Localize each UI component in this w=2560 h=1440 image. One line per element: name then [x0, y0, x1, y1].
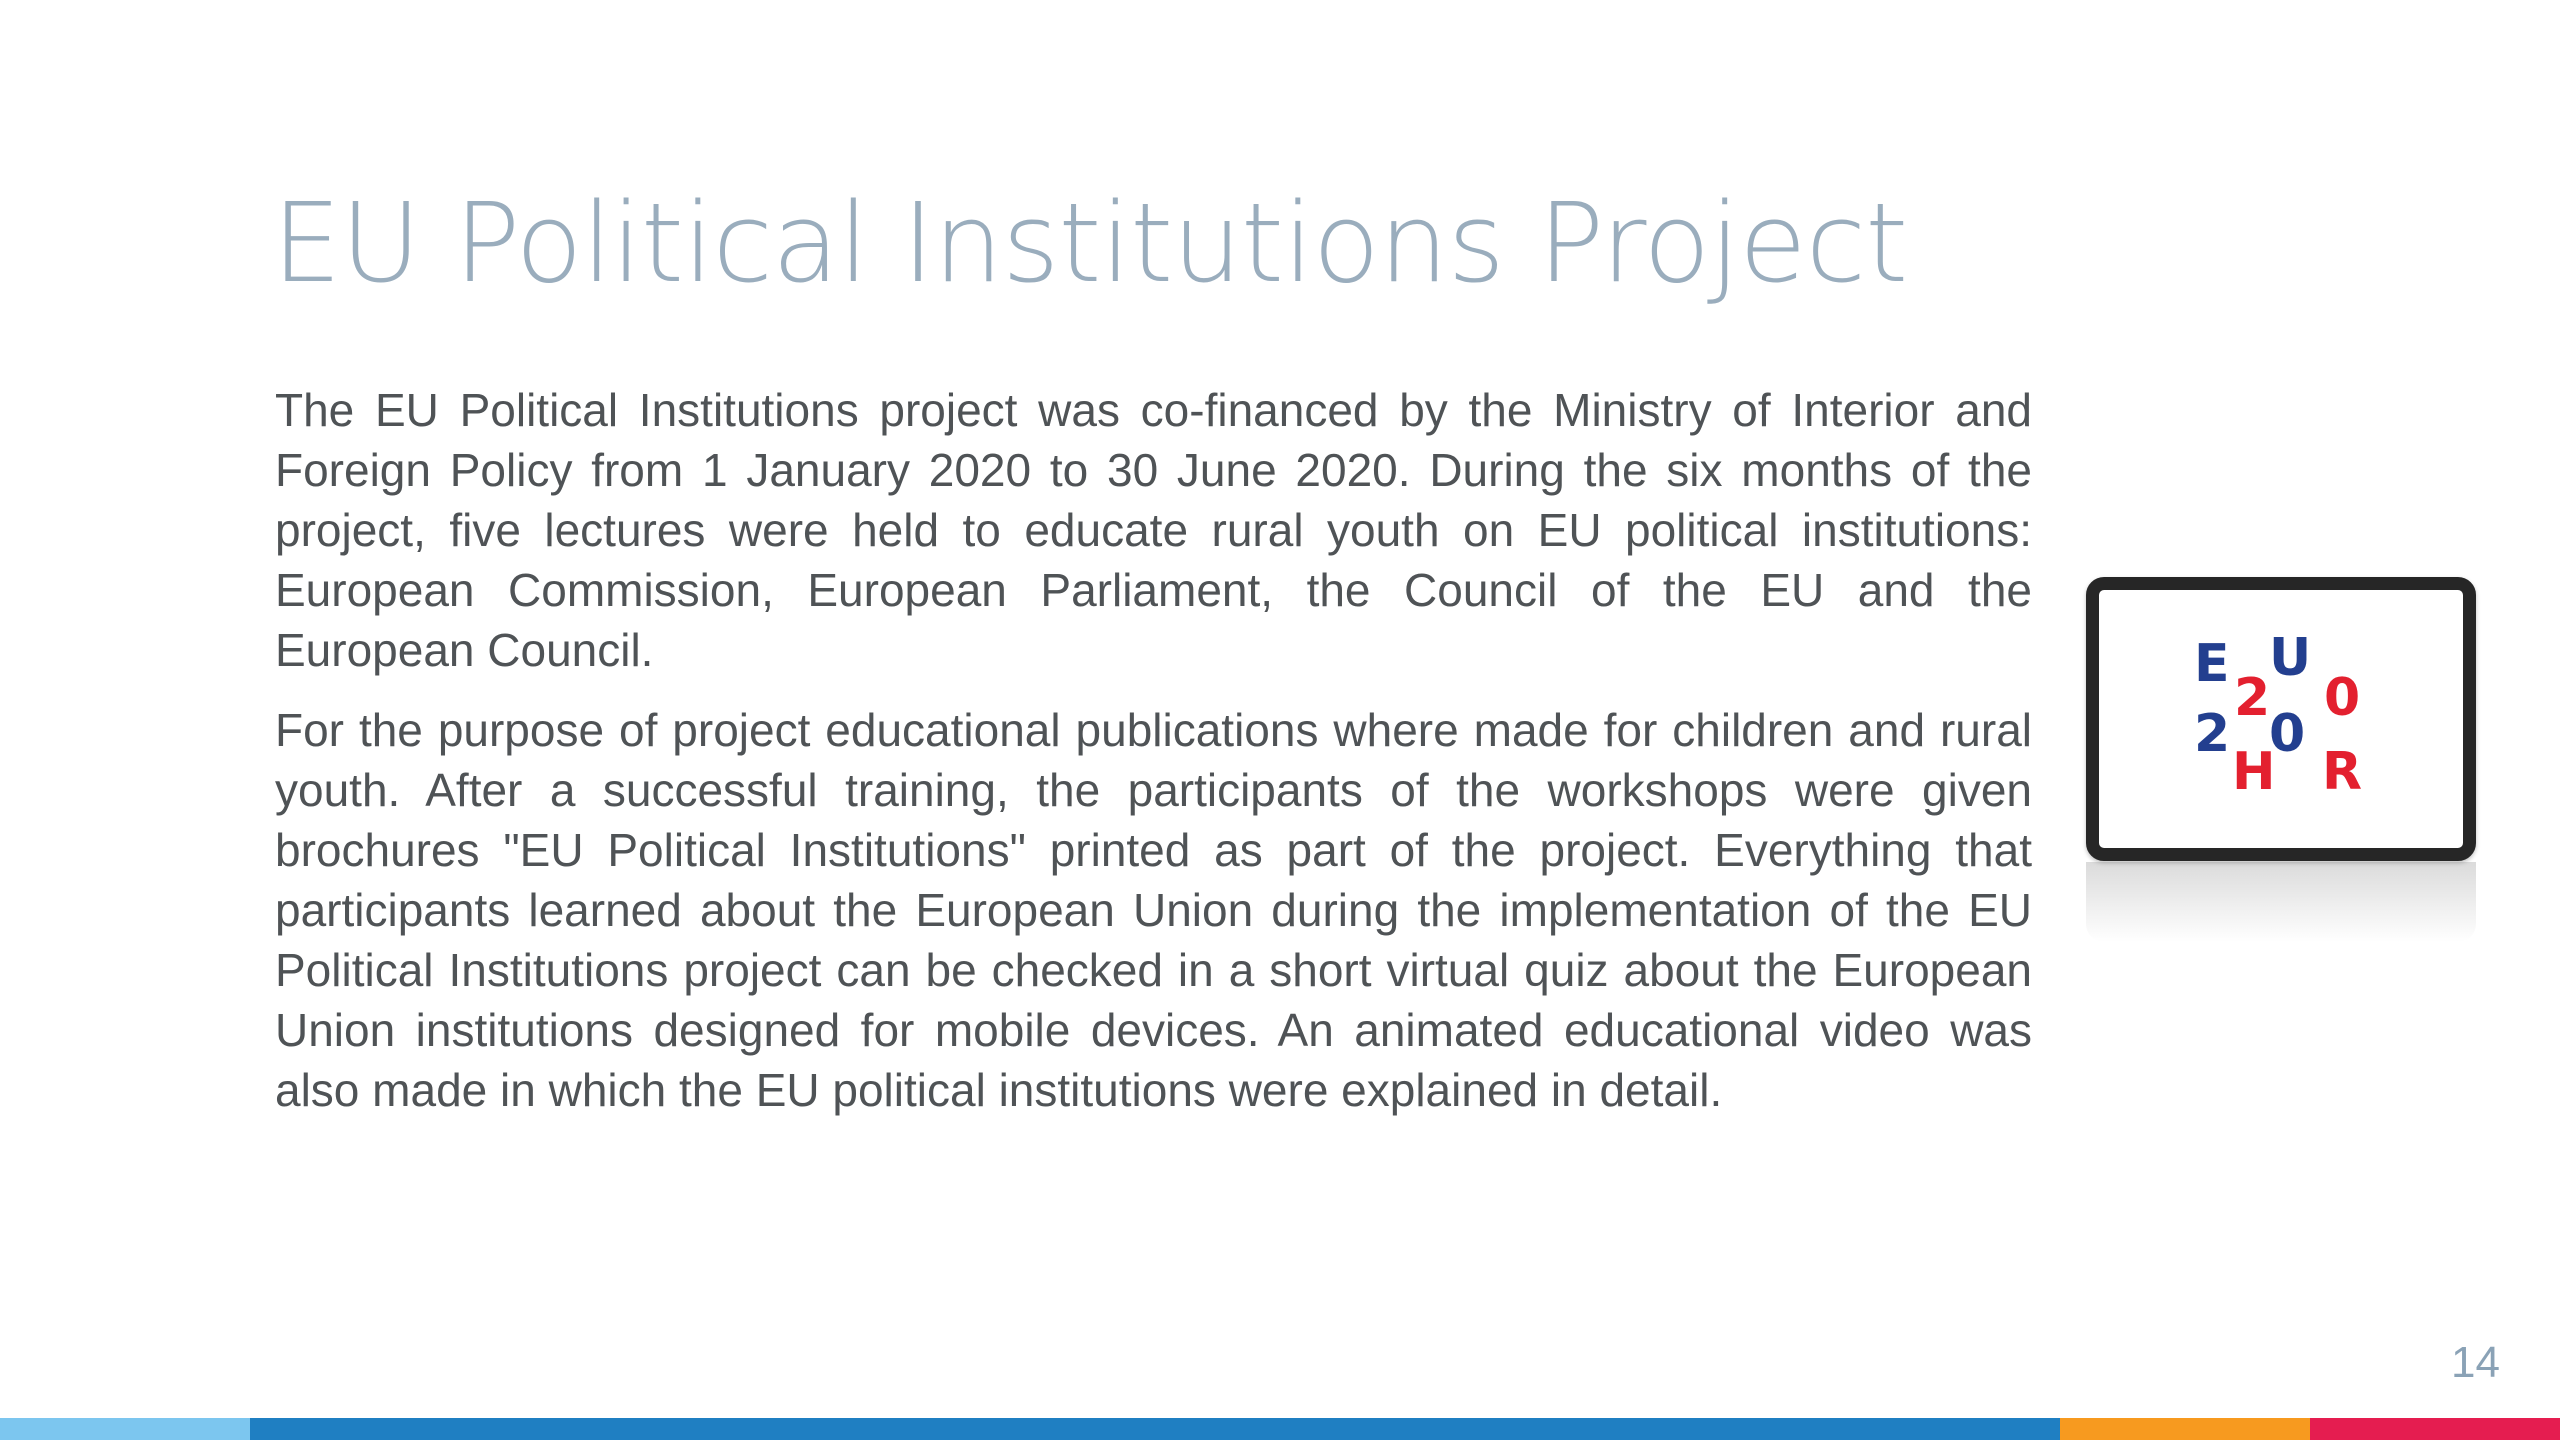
tablet-image	[2086, 577, 2476, 861]
logo-digit-2-bottom: 2	[2194, 704, 2231, 764]
paragraph-2: For the purpose of project educational publications where made for children and rural youth. After a successful training, the participants of the workshops were given brochures "EU Political Institutions" printed as part of the project. Everything that participants learned about the European Union during the implementation of the EU Political Institutions project can be checked in a short virtual quiz about the European Union institutions designed for mobile devices. An animated educational video was also made in which the EU political institutions were explained in detail.	[275, 704, 2032, 1116]
slide-title: EU Political Institutions Project	[272, 179, 1908, 307]
logo-letter-u: U	[2269, 628, 2312, 688]
paragraph-1: The EU Political Institutions project was co-financed by the Ministry of Interior and Foreign Policy from 1 January 2020 to 30 June 2020. During the six months of the project, five lectures were held to educate rural youth on EU political institutions: European Commission, European Parliament, the Council of the EU and the European Council.	[275, 384, 2032, 676]
logo-letter-e: E	[2194, 634, 2230, 694]
eu2020hr-logo	[2194, 630, 2374, 800]
logo-digit-0-top: 0	[2324, 668, 2361, 728]
logo-digit-2-top: 2	[2234, 668, 2271, 728]
logo-letter-h: H	[2232, 742, 2276, 802]
bar-segment-blue	[250, 1418, 2060, 1440]
bottom-color-bar	[0, 1418, 2560, 1440]
body-text	[275, 380, 2032, 1140]
bar-segment-red	[2310, 1418, 2560, 1440]
page-number: 14	[2451, 1338, 2500, 1387]
logo-digit-0-bottom: 0	[2269, 704, 2306, 764]
bar-segment-orange	[2060, 1418, 2310, 1440]
bar-segment-light-blue	[0, 1418, 250, 1440]
logo-letter-r: R	[2322, 742, 2363, 802]
tablet-reflection	[2086, 862, 2476, 942]
